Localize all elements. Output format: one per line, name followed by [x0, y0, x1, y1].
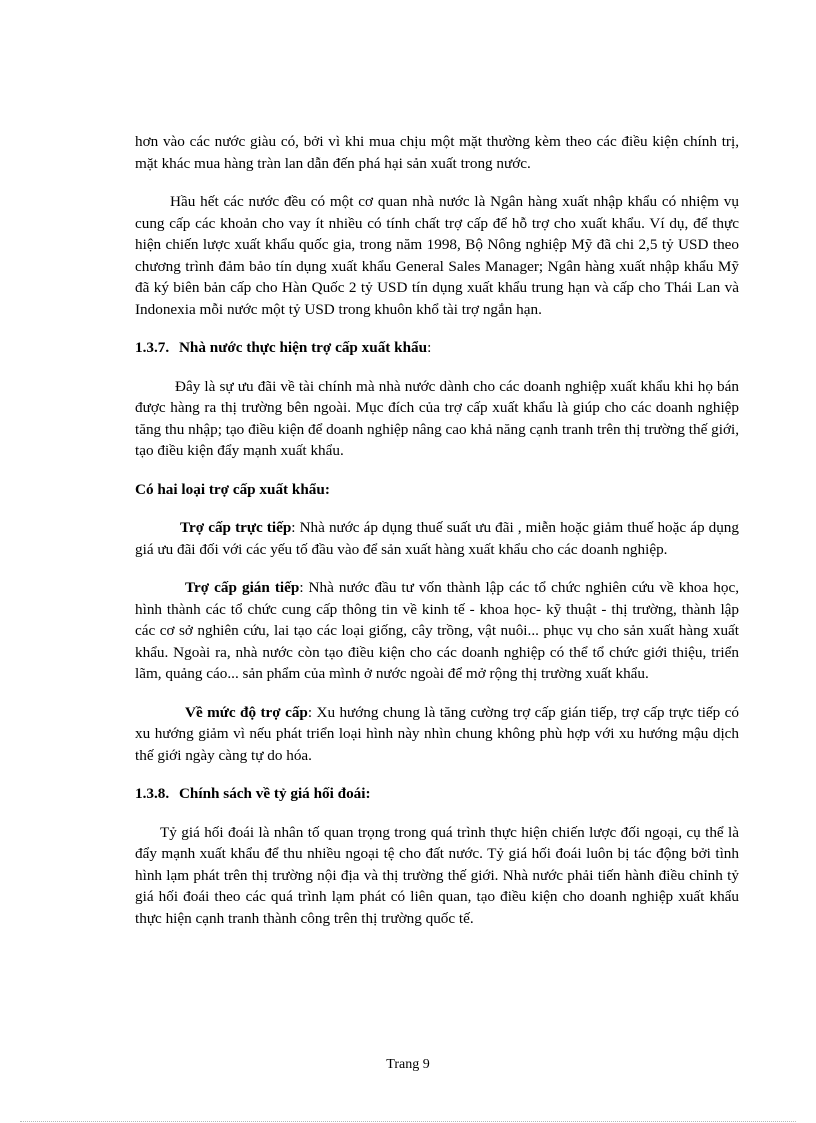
- paragraph-subsidy-level: [135, 702, 739, 767]
- paragraph-credit-conditions: hơn vào các nước giàu có, bởi vì khi mua chịu một mặt thường kèm theo các điều kiện chính trị, mặt khác mua hàng tràn lan dẫn đến phá hại sản xuất trong nước.: [135, 133, 739, 172]
- page-divider: [20, 1121, 796, 1122]
- paragraph-exchange-rate: Tỷ giá hối đoái là nhân tố quan trọng trong quá trình thực hiện chiến lược đối ngoại, cụ thể là đẩy mạnh xuất khẩu để thu nhiều ngoại tệ cho đất nước. Tỷ giá hối đoái luôn bị tác động bởi tình hình lạm phát trên thị trường nội địa và thị trường thế giới. Nhà nước phải tiến hành điều chỉnh tỷ giá hối đoái theo các quá trình lạm phát có liên quan, tạo điều kiện cho doanh nghiệp xuất khẩu thực hiện cạnh tranh thành công trên thị trường quốc tế.: [135, 823, 739, 927]
- heading-colon: :: [427, 339, 432, 356]
- heading-number: 1.3.7.: [135, 339, 170, 356]
- heading-title: Nhà nước thực hiện trợ cấp xuất khẩu: [178, 339, 428, 356]
- heading-title: Chính sách về tỷ giá hối đoái:: [178, 785, 371, 802]
- text-indirect-subsidy: : Nhà nước đầu tư vốn thành lập các tổ chức nghiên cứu về khoa học, hình thành các tổ chức cung cấp thông tin về kinh tế - khoa học- kỹ thuật - thị trường, thành lập các cơ sở nghiên cứu, lai tạo các loại giống, cây trồng, vật nuôi... phục vụ cho sản xuất hàng xuất khẩu. Ngoài ra, nhà nước còn tạo điều kiện cho các doanh nghiệp có thể tổ chức giới thiệu, triển lãm, quảng cáo... sản phẩm của mình ở nước ngoài để mở rộng thị trường xuất khẩu.: [135, 579, 739, 682]
- page-number: Trang 9: [386, 1057, 430, 1072]
- paragraph-direct-subsidy: [135, 517, 739, 560]
- paragraph-indirect-subsidy: [135, 577, 739, 685]
- text-subsidy-level: : Xu hướng chung là tăng cường trợ cấp gián tiếp, trợ cấp trực tiếp có xu hướng giảm vì nếu phát triển loại hình này nhìn chung không phù hợp với xu hướng mậu dịch thế giới ngày càng tự do hóa.: [135, 703, 739, 764]
- lead-subsidy-level: Về mức độ trợ cấp: [185, 703, 308, 721]
- heading-number: 1.3.8.: [135, 785, 170, 802]
- document-body: [135, 131, 739, 929]
- heading-1-3-7: [135, 337, 739, 359]
- heading-subsidy-types: Có hai loại trợ cấp xuất khẩu:: [135, 480, 330, 498]
- paragraph-export-subsidy-definition: Đây là sự ưu đãi về tài chính mà nhà nước dành cho các doanh nghiệp xuất khẩu khi họ bán được hàng ra thị trường bên ngoài. Mục đích của trợ cấp xuất khẩu là giúp cho các doanh nghiệp tăng thu nhập; tạo điều kiện để doanh nghiệp nâng cao khả năng cạnh tranh trên thị trường thế giới, tạo điều kiện đẩy mạnh xuất khẩu.: [135, 377, 739, 459]
- lead-indirect-subsidy: Trợ cấp gián tiếp: [185, 579, 300, 596]
- text-direct-subsidy: : Nhà nước áp dụng thuế suất ưu đãi , miễn hoặc giảm thuế hoặc áp dụng giá ưu đãi đối với các yếu tố đầu vào để sản xuất hàng xuất khẩu cho các doanh nghiệp.: [135, 519, 739, 558]
- heading-1-3-8: [135, 783, 739, 805]
- paragraph-export-import-bank: Hầu hết các nước đều có một cơ quan nhà nước là Ngân hàng xuất nhập khẩu có nhiệm vụ cung cấp các khoản cho vay ít nhiều có tính chất trợ cấp để hỗ trợ cho xuất khẩu. Ví dụ, để thực hiện chiến lược xuất khẩu quốc gia, trong năm 1998, Bộ Nông nghiệp Mỹ đã chi 2,5 tỷ USD theo chương trình đảm bảo tín dụng xuất khẩu General Sales Manager; Ngân hàng xuất nhập khẩu Mỹ đã ký biên bản cấp cho Hàn Quốc 2 tỷ USD tín dụng xuất khẩu trung hạn và cấp cho Thái Lan và Indonexia mỗi nước một tỷ USD trong khuôn khổ tài trợ ngắn hạn.: [135, 193, 739, 318]
- lead-direct-subsidy: Trợ cấp trực tiếp: [180, 519, 292, 536]
